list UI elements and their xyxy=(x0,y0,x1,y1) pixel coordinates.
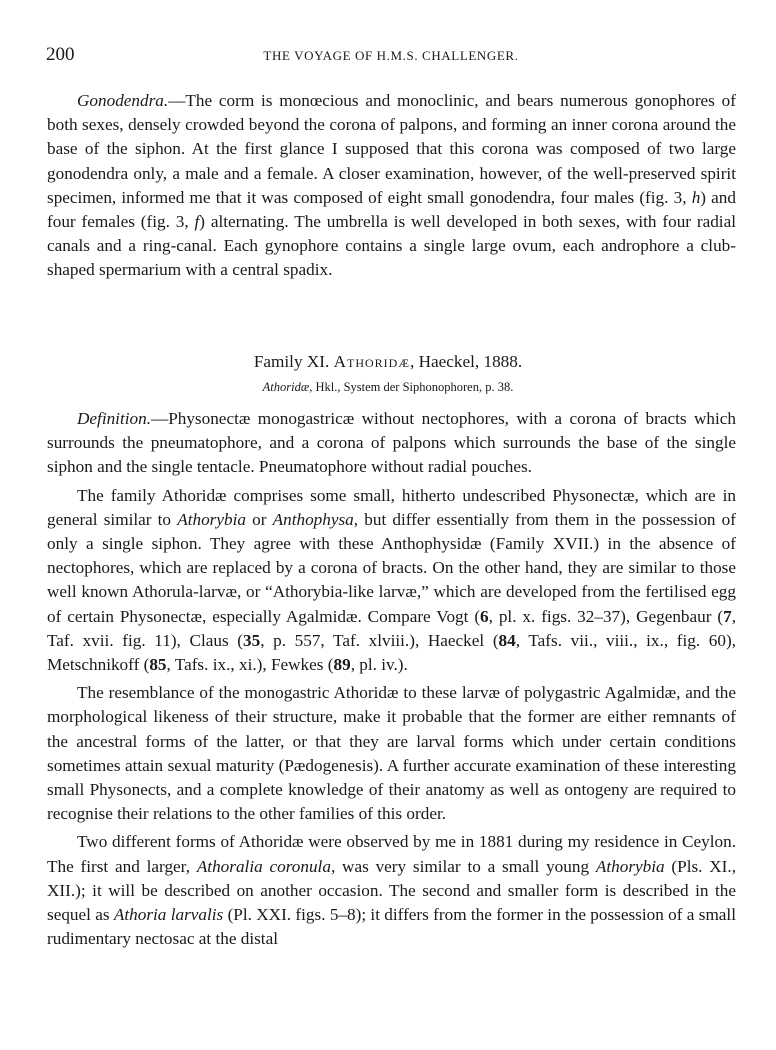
gonodendra-term: Gonodendra. xyxy=(77,91,169,110)
page-number: 200 xyxy=(46,44,75,65)
athoridae-section xyxy=(47,407,736,951)
resemblance-paragraph: The resemblance of the monogastric Athoridæ to these larvæ of polygastric Agalmidæ, and the morphological likeness of their structure, make it probable that the former are either remnants of the ancestral forms of the latter, or that they are larval forms which under certain conditions sometimes attain sexual maturity (Pædogenesis). A further accurate examination of these interesting small Physonects, and a complete knowledge of their anatomy as well as ontogeny are required to recognise their relations to the other families of this order. xyxy=(47,683,736,824)
family-reference: Athoridæ, Hkl., System der Siphonophoren, p. 38. xyxy=(262,380,514,394)
family-name: Athoridæ xyxy=(333,352,410,371)
family-heading: Family XI. Athoridæ, Haeckel, 1888. xyxy=(253,352,523,371)
gonodendra-paragraph: Gonodendra.—The corm is monœcious and monoclinic, and bears numerous gonophores of both sexes, densely crowded beyond the corona of palpons, and forming an inner corona around the base of the siphon. At the first glance I supposed that this corona was composed of two large gonodendra only, a male and a female. A closer examination, however, of the well-preserved spirit specimen, informed me that it was composed of eight small gonodendra, four males (fig. 3, h) and four females (fig. 3, f) alternating. The umbrella is well developed in both sexes, with four radial canals and a ring-canal. Each gynophore contains a single large ovum, each androphore a club-shaped spermarium with a central spadix. xyxy=(47,91,736,280)
running-title: THE VOYAGE OF H.M.S. CHALLENGER. xyxy=(263,48,519,63)
definition-term: Definition. xyxy=(77,409,151,428)
gonodendra-section xyxy=(47,89,736,283)
definition-paragraph: Definition.—Physonectæ monogastricæ without nectophores, with a corona of bracts which surrounds the pneumatophore, and a corona of palpons which surrounds the base of the single siphon and the single tentacle. Pneumatophore without radial pouches. xyxy=(47,409,736,477)
ceylon-forms-paragraph: Two different forms of Athoridæ were observed by me in 1881 during my residence in Ceylon. The first and larger, Athoralia coronula, was very similar to a small young Athorybia (Pls. XI., XII.); it will be described on another occasion. The second and smaller form is described in the sequel as Athoria larvalis (Pl. XXI. figs. 5–8); it differs from the former in the possession of a small rudimentary nectosac at the distal xyxy=(47,832,736,949)
page-header xyxy=(46,44,736,68)
family-description-paragraph: The family Athoridæ comprises some small, hitherto undescribed Physonectæ, which are in general similar to Athorybia or Anthophysa, but differ essentially from them in the possession of only a single siphon. They agree with these Anthophysidæ (Family XVII.) in the absence of nectophores, which are replaced by a corona of bracts. On the other hand, they are similar to those well known Athorula-larvæ, or “Athorybia-like larvæ,” which are developed from the fertilised egg of certain Physonectæ, especially Agalmidæ. Compare Vogt (6, pl. x. figs. 32–37), Gegenbaur (7, Taf. xvii. fig. 11), Claus (35, p. 557, Taf. xlviii.), Haeckel (84, Tafs. vii., viii., ix., fig. 60), Metschnikoff (85, Tafs. ix., xi.), Fewkes (89, pl. iv.). xyxy=(47,485,736,675)
